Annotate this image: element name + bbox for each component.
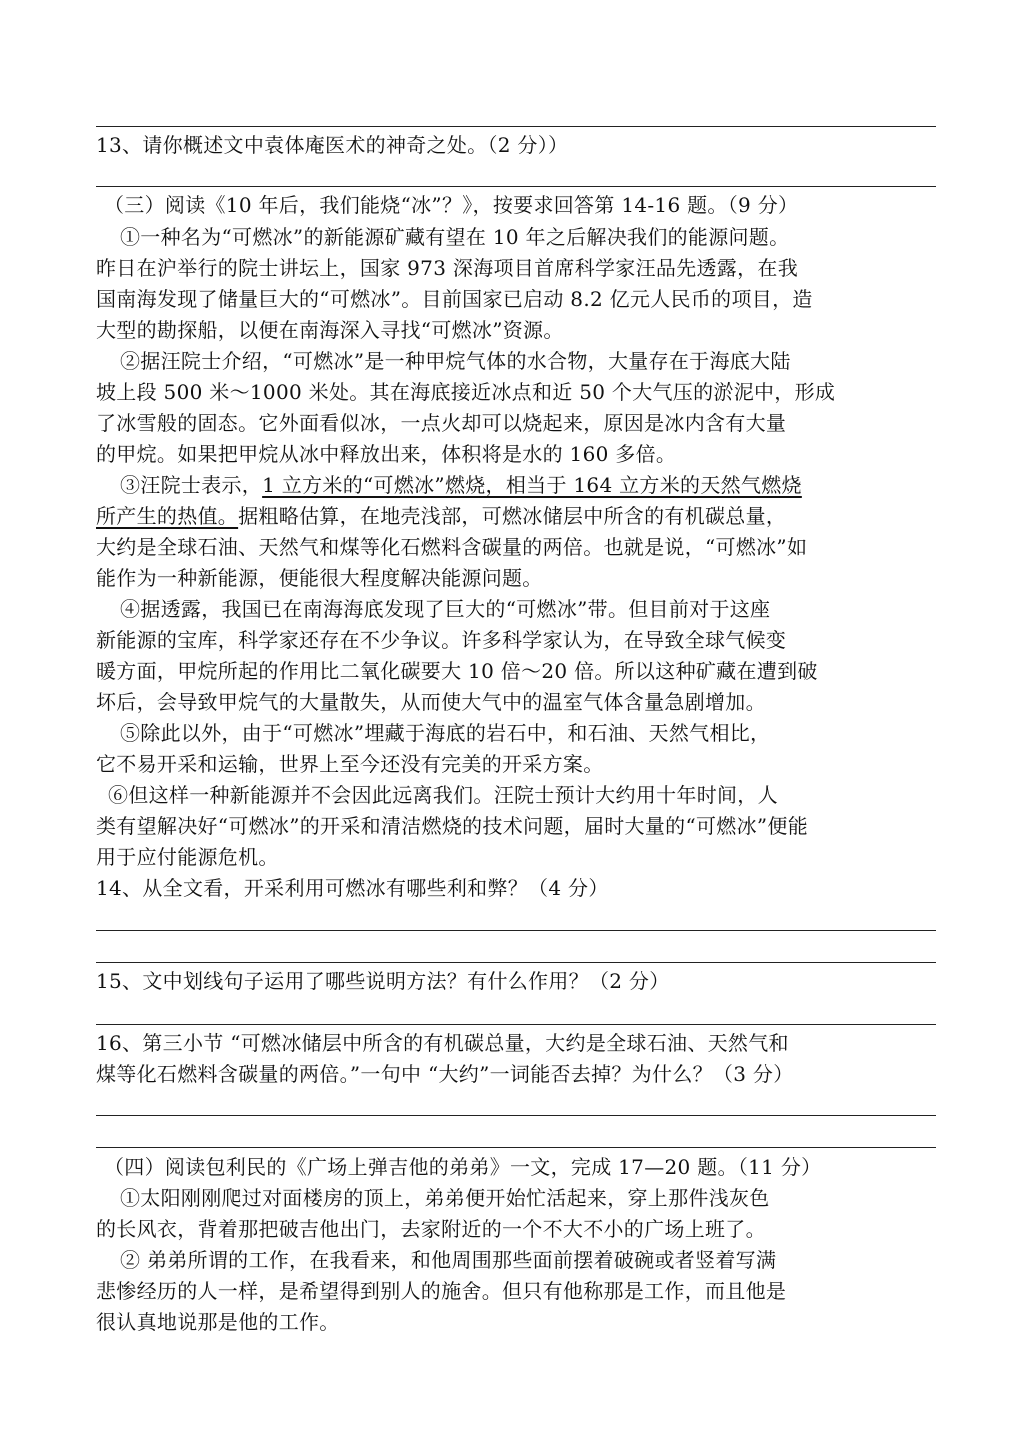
para-3-line-1 bbox=[120, 470, 938, 500]
para-6-line-2: 类有望解决好“可燃冰”的开采和清洁燃烧的技术问题，届时大量的“可燃冰”便能 bbox=[96, 814, 808, 838]
para-3-line-4: 能作为一种新能源，便能很大程度解决能源问题。 bbox=[96, 566, 543, 590]
para-6-line-3: 用于应付能源危机。 bbox=[96, 845, 279, 869]
para-8-line-3: 很认真地说那是他的工作。 bbox=[96, 1310, 340, 1334]
answer-line bbox=[96, 126, 936, 127]
para-3-rest: 据粗略估算，在地壳浅部，可燃冰储层中所含的有机碳总量， bbox=[238, 504, 787, 528]
para-3-line-2 bbox=[96, 501, 938, 531]
para-4-line-2: 新能源的宝库，科学家还存在不少争议。许多科学家认为，在导致全球气候变 bbox=[96, 628, 787, 652]
para-2-line-1: ②据汪院士介绍，“可燃冰”是一种甲烷气体的水合物，大量存在于海底大陆 bbox=[120, 349, 791, 373]
question-14: 14、从全文看，开采利用可燃冰有哪些利和弊？（4 分） bbox=[96, 876, 609, 900]
para-1-line-1: ①一种名为“可燃冰”的新能源矿藏有望在 10 年之后解决我们的能源问题。 bbox=[120, 225, 790, 249]
para-4-line-1: ④据透露，我国已在南海海底发现了巨大的“可燃冰”带。但目前对于这座 bbox=[120, 597, 771, 621]
para-1-line-2: 昨日在沪举行的院士讲坛上，国家 973 深海项目首席科学家汪品先透露，在我 bbox=[96, 256, 798, 280]
section-3-heading: （三）阅读《10 年后，我们能烧“冰”？》，按要求回答第 14-16 题。（9 分） bbox=[104, 193, 799, 217]
underlined-sentence-part-2: 所产生的热值。 bbox=[96, 504, 239, 528]
answer-line bbox=[96, 1115, 936, 1116]
answer-line bbox=[96, 186, 936, 187]
answer-line bbox=[96, 1147, 936, 1148]
section-4-heading: （四）阅读包利民的《广场上弹吉他的弟弟》一文，完成 17—20 题。（11 分） bbox=[104, 1155, 822, 1179]
para-2-line-4: 的甲烷。如果把甲烷从冰中释放出来，体积将是水的 160 多倍。 bbox=[96, 442, 677, 466]
para-5-line-1: ⑤除此以外，由于“可燃冰”埋藏于海底的岩石中，和石油、天然气相比， bbox=[120, 721, 771, 745]
underlined-sentence-part-1: 1 立方米的“可燃冰”燃烧，相当于 164 立方米的天然气燃烧 bbox=[262, 473, 802, 497]
answer-line bbox=[96, 962, 936, 963]
para-2-line-2: 坡上段 500 米～1000 米处。其在海底接近冰点和近 50 个大气压的淤泥中，形成 bbox=[96, 380, 836, 404]
para-1-line-3: 国南海发现了储量巨大的“可燃冰”。目前国家已启动 8.2 亿元人民币的项目，造 bbox=[96, 287, 813, 311]
question-15: 15、文中划线句子运用了哪些说明方法？有什么作用？（2 分） bbox=[96, 969, 670, 993]
para-4-line-3: 暖方面，甲烷所起的作用比二氧化碳要大 10 倍～20 倍。所以这种矿藏在遭到破 bbox=[96, 659, 818, 683]
para-5-line-2: 它不易开采和运输，世界上至今还没有完美的开采方案。 bbox=[96, 752, 604, 776]
question-16-line-2: 煤等化石燃料含碳量的两倍。”一句中 “大约”一词能否去掉？为什么？（3 分） bbox=[96, 1062, 794, 1086]
answer-line bbox=[96, 1024, 936, 1025]
para-3-lead: ③汪院士表示， bbox=[120, 473, 263, 497]
para-1-line-4: 大型的勘探船，以便在南海深入寻找“可燃冰”资源。 bbox=[96, 318, 564, 342]
para-4-line-4: 坏后，会导致甲烷气的大量散失，从而使大气中的温室气体含量急剧增加。 bbox=[96, 690, 766, 714]
question-16-line-1: 16、第三小节 “可燃冰储层中所含的有机碳总量，大约是全球石油、天然气和 bbox=[96, 1031, 789, 1055]
para-6-line-1: ⑥但这样一种新能源并不会因此远离我们。汪院士预计大约用十年时间，人 bbox=[108, 783, 778, 807]
para-7-line-2: 的长风衣，背着那把破吉他出门，去家附近的一个不大不小的广场上班了。 bbox=[96, 1217, 766, 1241]
para-2-line-3: 了冰雪般的固态。它外面看似冰，一点火却可以烧起来，原因是冰内含有大量 bbox=[96, 411, 787, 435]
answer-line bbox=[96, 930, 936, 931]
para-3-line-3: 大约是全球石油、天然气和煤等化石燃料含碳量的两倍。也就是说，“可燃冰”如 bbox=[96, 535, 808, 559]
question-13: 13、请你概述文中袁体庵医术的神奇之处。（2 分）） bbox=[96, 133, 569, 157]
para-8-line-1: ② 弟弟所谓的工作，在我看来，和他周围那些面前摆着破碗或者竖着写满 bbox=[120, 1248, 777, 1272]
para-8-line-2: 悲惨经历的人一样，是希望得到别人的施舍。但只有他称那是工作，而且他是 bbox=[96, 1279, 787, 1303]
para-7-line-1: ①太阳刚刚爬过对面楼房的顶上，弟弟便开始忙活起来，穿上那件浅灰色 bbox=[120, 1186, 770, 1210]
